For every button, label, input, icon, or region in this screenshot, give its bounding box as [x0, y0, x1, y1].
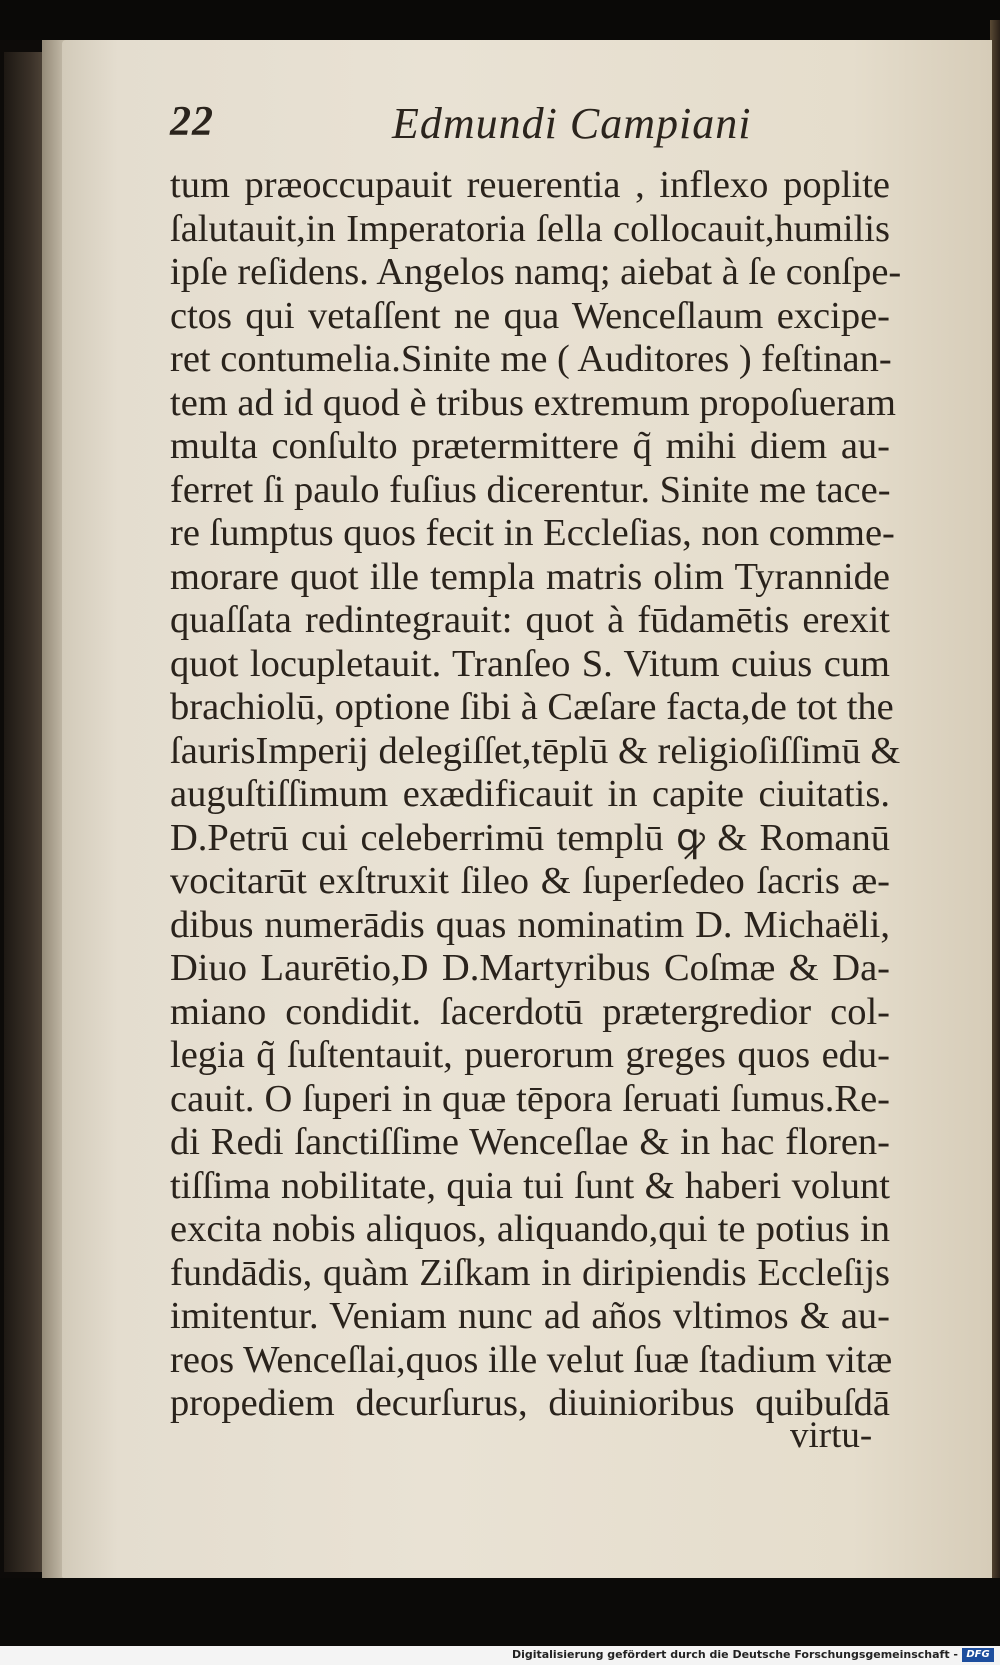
text-line: tum præoccupauit reuerentia , inflexo poplite: [170, 164, 890, 206]
running-title: Edmundi Campiani: [392, 99, 752, 148]
text-line: brachiolū, optione ſibi à Cæſare facta,de tot the: [170, 686, 894, 728]
text-line: multa conſulto prætermittere q̃ mihi diem au-: [170, 425, 890, 467]
text-line: Diuo Laurētio,D D.Martyribus Coſmæ & Da-: [170, 947, 890, 989]
text-line: ret contumelia.Sinite me ( Auditores ) feſtinan-: [170, 338, 892, 380]
body-text: [170, 164, 902, 1426]
text-line: vocitarūt exſtruxit ſileo & ſuperſedeo ſacris æ-: [170, 860, 890, 902]
text-line: miano condidit. ſacerdotū prætergredior col-: [170, 990, 890, 1033]
text-line: ctos qui vetaſſent ne qua Wenceſlaum excipe-: [170, 294, 890, 337]
text-line: re ſumptus quos fecit in Eccleſias, non comme-: [170, 512, 895, 554]
text-line: auguſtiſſimum exædificauit in capite ciuitatis.: [170, 773, 890, 815]
text-line: di Redi ſanctiſſime Wenceſlae & in hac floren-: [170, 1121, 890, 1163]
text-line: D.Petrū cui celeberrimū templū ꝙ & Romanū: [170, 816, 890, 859]
catchword: virtu-: [790, 1415, 873, 1456]
text-line: reos Wenceſlai,quos ille velut ſuæ ſtadium vitæ: [170, 1338, 893, 1381]
text-line: imitentur. Veniam nunc ad años vltimos & au-: [170, 1295, 890, 1337]
text-line: ipſe reſidens. Angelos namq; aiebat à ſe conſpe-: [170, 251, 902, 293]
text-line: cauit. O ſuperi in quæ tēpora ſeruati ſumus.Re-: [170, 1077, 890, 1120]
text-line: excita nobis aliquos, aliquando,qui te potius in: [170, 1208, 890, 1250]
dfg-logo-icon: DFG: [962, 1648, 994, 1662]
text-line: morare quot ille templa matris olim Tyrannide: [170, 555, 890, 598]
text-line: ſaurisImperij delegiſſet,tēplū & religioſiſſimū &: [170, 729, 901, 772]
text-line: dibus numerādis quas nominatim D. Michaëli,: [170, 903, 890, 946]
text-line: ſalutauit,in Imperatoria ſella collocauit,humilis: [170, 207, 890, 250]
text-line: legia q̃ ſuſtentauit, puerorum greges quos edu-: [170, 1034, 890, 1076]
top-dark-band: [0, 0, 1000, 40]
text-line: tem ad id quod è tribus extremum propoſueram: [170, 381, 896, 424]
page-header: [170, 92, 960, 162]
text-line: fundādis, quàm Ziſkam in diripiendis Eccleſijs: [170, 1251, 890, 1294]
text-line: quot locupletauit. Tranſeo S. Vitum cuius cum: [170, 642, 890, 685]
text-line: propediem decurſurus, diuinioribus quibuſdā: [170, 1382, 890, 1424]
page-number: 22: [170, 99, 214, 145]
credit-text: Digitalisierung gefördert durch die Deutsche Forschungsgemeinschaft -: [511, 1648, 958, 1661]
text-line: tiſſima nobilitate, quia tui ſunt & haberi volunt: [170, 1164, 890, 1207]
digitization-credit-bar: [0, 1646, 1000, 1665]
text-line: quaſſata redintegrauit: quot à fūdamētis erexit: [170, 599, 890, 641]
text-line: ferret ſi paulo fuſius dicerentur. Sinite me tace-: [170, 468, 891, 511]
